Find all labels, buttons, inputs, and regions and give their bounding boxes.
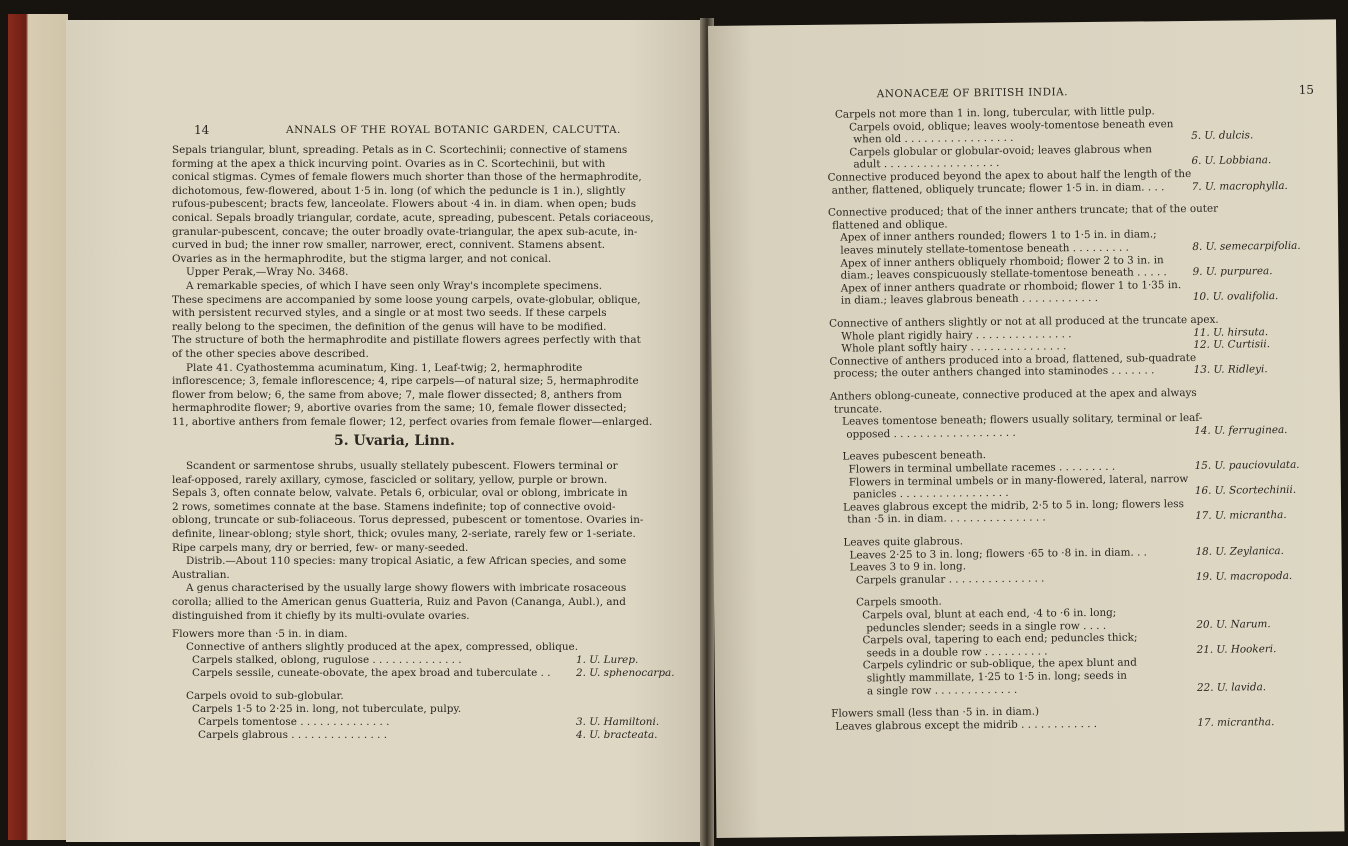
key-entry: Connective produced; that of the inner anthers truncate; that of the outer: [827, 202, 1219, 219]
text-line: Ovaries as in the hermaphrodite, but the stigma larger, and not conical.: [172, 252, 552, 265]
species-ref: 8. U. semecarpifolia.: [1192, 239, 1301, 253]
species-ref: 19. U. macropoda.: [1195, 569, 1293, 583]
key-entry: adult . . . . . . . . . . . . . . . . . .: [853, 157, 1000, 171]
key-entry: Carpels smooth.: [855, 595, 942, 609]
text-line: oblong, truncate or sub-foliaceous. Torus depressed, pubescent or tomentose. Ovaries in-: [172, 514, 644, 527]
running-head: ANNALS OF THE ROYAL BOTANIC GARDEN, CALCUTTA.: [286, 124, 621, 136]
key-entry: slightly mammillate, 1·25 to 1·5 in. long; seeds in: [866, 669, 1128, 685]
species-ref: 17. U. micrantha.: [1195, 509, 1287, 523]
key-entry: Carpels ovoid, oblique; leaves wooly-tomentose beneath even: [849, 117, 1174, 134]
text-line: granular-pubescent, concave; the outer broadly ovate-triangular, the apex sub-acute, in-: [172, 225, 638, 238]
key-entry: leaves minutely stellate-tomentose beneath . . . . . . . . .: [840, 241, 1129, 257]
text-line: Sepals triangular, blunt, spreading. Petals as in C. Scortechinii; connective of stamens: [172, 144, 628, 156]
key-entry: Apex of inner anthers obliquely rhomboid; flower 2 to 3 in. in: [840, 253, 1164, 270]
species-ref: 16. U. Scortechinii.: [1194, 484, 1297, 498]
text-line: A remarkable species, of which I have seen only Wray's incomplete specimens.: [186, 280, 603, 292]
text-line: corolla; allied to the American genus Guatteria, Ruiz and Pavon (Cananga, Aubl.), and: [172, 596, 626, 608]
species-key: [827, 104, 1315, 733]
text-line: Distrib.—About 110 species: many tropical Asiatic, a few African species, and some: [186, 555, 627, 568]
key-entry: Connective of anthers slightly or not at all produced at the truncate apex.: [829, 313, 1219, 330]
book-edge: [8, 14, 68, 840]
text-line: Ripe carpels many, dry or berried, few- or many-seeded.: [172, 541, 469, 554]
species-ref: 18. U. Zeylanica.: [1195, 544, 1284, 558]
key-entry: Carpels granular . . . . . . . . . . . . . . .: [855, 572, 1045, 587]
key-entry: anther, flattened, obliquely truncate; flower 1·5 in. in diam. . . .: [831, 180, 1165, 197]
key-entry: Apex of inner anthers quadrate or rhomboid; flower 1 to 1·35 in.: [840, 278, 1182, 295]
text-line: distinguished from it chiefly by its multi-ovulate ovaries.: [172, 609, 470, 622]
key-entry: Leaves quite glabrous.: [843, 535, 964, 549]
text-line: really belong to the specimen, the definition of the genus will have to be modified.: [172, 320, 607, 333]
text-line: 2 rows, sometimes connate at the base. Stamens indefinite; top of connective ovoid-: [172, 500, 616, 513]
key-entry: Flowers small (less than ·5 in. in diam.): [831, 705, 1040, 720]
species-ref: 6. U. Lobbiana.: [1191, 154, 1272, 168]
key-entry: Leaves glabrous except the midrib . . . . . . . . . . . .: [835, 717, 1098, 733]
species-ref: 11. U. hirsuta.: [1193, 325, 1269, 339]
key-entry: panicles . . . . . . . . . . . . . . . . .: [852, 487, 1009, 501]
text-line: definite, linear-oblong; style short, thick; ovules many, 2-seriate, rarely few or 1-seriate.: [172, 528, 636, 540]
text-line: conical stigmas. Cymes of female flowers much shorter than those of the hermaphrodite,: [172, 171, 642, 184]
species-ref: 20. U. Narum.: [1196, 617, 1271, 631]
text-line: Scandent or sarmentose shrubs, usually stellately pubescent. Flowers terminal or: [186, 460, 618, 472]
species-ref: 7. U. macrophylla.: [1191, 179, 1288, 193]
key-entry: Apex of inner anthers rounded; flowers 1 to 1·5 in. in diam.;: [840, 228, 1157, 245]
key-entry: Carpels sessile, cuneate-obovate, the apex broad and tuberculate . .: [192, 667, 551, 679]
key-entry: Anthers oblong-cuneate, connective produced at the apex and always: [829, 386, 1197, 403]
species-ref: 4. U. bracteata.: [576, 729, 658, 741]
right-page: [708, 19, 1344, 838]
key-entry: Leaves tomentose beneath; flowers usually solitary, terminal or leaf-: [842, 412, 1203, 428]
key-entry: Carpels stalked, oblong, rugulose . . . . . . . . . . . . . .: [192, 654, 462, 666]
species-ref: 17. micrantha.: [1197, 715, 1275, 729]
key-entry: truncate.: [833, 402, 883, 416]
key-entry: Leaves glabrous except the midrib, 2·5 to 5 in. long; flowers less: [842, 497, 1184, 514]
key-entry: Leaves pubescent beneath.: [842, 449, 987, 464]
key-entry: opposed . . . . . . . . . . . . . . . . . . .: [846, 426, 1016, 441]
species-ref: 5. U. dulcis.: [1191, 129, 1254, 143]
key-entry: Leaves 3 to 9 in. long.: [849, 560, 967, 574]
key-entry: Flowers in terminal umbellate racemes . . . . . . . . .: [848, 460, 1116, 476]
text-line: flower from below; 6, the same from above; 7, male flower dissected; 8, anthers from: [172, 388, 622, 401]
text-line: Australian.: [172, 568, 230, 581]
key-entry: Carpels cylindric or sub-oblique, the apex blunt and: [862, 656, 1137, 672]
key-entry: than ·5 in. in diam. . . . . . . . . . . . . . . .: [847, 511, 1046, 526]
key-entry: flattened and oblique.: [832, 218, 948, 232]
genus-heading: 5. Uvaria, Linn.: [334, 433, 455, 449]
key-entry: Carpels not more than 1 in. long, tubercular, with little pulp.: [834, 105, 1155, 121]
key-entry: seeds in a double row . . . . . . . . . .: [866, 645, 1048, 660]
key-entry: Carpels globular or globular-ovoid; leaves glabrous when: [849, 143, 1152, 159]
key-entry: Carpels oval, tapering to each end; peduncles thick;: [862, 631, 1138, 647]
key-entry: Flowers more than ·5 in. in diam.: [172, 628, 348, 640]
species-ref: 3. U. Hamiltoni.: [576, 716, 660, 728]
key-entry: Leaves 2·25 to 3 in. long; flowers ·65 to ·8 in. in diam. . .: [849, 546, 1148, 562]
key-entry: process; the outer anthers changed into staminodes . . . . . . .: [833, 364, 1155, 381]
page-number: 14: [194, 123, 210, 137]
key-entry: Connective produced beyond the apex to about half the length of the: [827, 167, 1192, 184]
text-line: A genus characterised by the usually large showy flowers with imbricate rosaceous: [186, 582, 627, 595]
text-line: of the other species above described.: [172, 348, 369, 360]
key-entry: Carpels oval, blunt at each end, ·4 to ·6 in. long;: [862, 606, 1117, 622]
key-entry: in diam.; leaves glabrous beneath . . . . . . . . . . . .: [840, 292, 1099, 308]
key-entry: a single row . . . . . . . . . . . . .: [866, 683, 1018, 697]
species-ref: 14. U. ferruginea.: [1194, 423, 1288, 437]
key-entry: when old . . . . . . . . . . . . . . . . .: [853, 131, 1014, 146]
text-line: Sepals 3, often connate below, valvate. Petals 6, orbicular, oval or oblong, imbricate in: [172, 487, 628, 500]
running-head: ANONACEÆ OF BRITISH INDIA.: [876, 86, 1069, 101]
text-line: with persistent recurved styles, and a single or at most two seeds. If these carpels: [172, 307, 607, 320]
key-entry: Connective of anthers produced into a broad, flattened, sub-quadrate: [829, 351, 1197, 368]
key-entry: Whole plant rigidly hairy . . . . . . . . . . . . . . .: [841, 327, 1072, 343]
key-entry: Whole plant softly hairy . . . . . . . . . . . . . . .: [841, 340, 1067, 355]
left-page: [66, 20, 706, 842]
text-line: curved in bud; the inner row smaller, narrower, erect, connivent. Stamens absent.: [172, 239, 606, 252]
species-ref: 21. U. Hookeri.: [1196, 642, 1277, 656]
text-line: Upper Perak,—Wray No. 3468.: [186, 266, 349, 279]
text-line: These specimens are accompanied by some loose young carpels, ovate-globular, oblique,: [172, 293, 641, 306]
species-ref: 9. U. purpurea.: [1192, 265, 1273, 279]
text-line: dichotomous, few-flowered, about 1·5 in. long (of which the peduncle is 1 in.), slightly: [172, 184, 626, 197]
species-ref: 2. U. sphenocarpa.: [576, 667, 675, 679]
text-line: inflorescence; 3, female inflorescence; 4, ripe carpels—of natural size; 5, hermaphrodite: [172, 375, 639, 388]
text-line: conical. Sepals broadly triangular, cordate, acute, spreading, pubescent. Petals coriaceous,: [172, 212, 654, 224]
species-ref: 13. U. Ridleyi.: [1193, 363, 1268, 377]
key-entry: Flowers in terminal umbels or in many-flowered, lateral, narrow: [848, 472, 1189, 489]
text-line: 11, abortive anthers from female flower; 12, perfect ovaries from female flower—enlarged.: [172, 416, 653, 428]
text-line: The structure of both the hermaphrodite and pistillate flowers agrees perfectly with that: [172, 334, 641, 347]
species-ref: 1. U. Lurep.: [576, 654, 639, 666]
key-entry: diam.; leaves conspicuously stellate-tomentose beneath . . . . .: [840, 266, 1167, 282]
text-line: rufous-pubescent; bracts few, lanceolate. Flowers about ·4 in. in diam. when open; buds: [172, 198, 637, 211]
key-entry: peduncles slender; seeds in a single row . . . .: [866, 619, 1107, 634]
page-number: 15: [1298, 82, 1315, 97]
text-line: hermaphrodite flower; 9, abortive ovaries from the same; 10, female flower dissected;: [172, 402, 627, 415]
species-ref: 15. U. pauciovulata.: [1194, 458, 1300, 472]
text-line: Plate 41. Cyathostemma acuminatum, King. 1, Leaf-twig; 2, hermaphrodite: [186, 361, 583, 374]
species-ref: 10. U. ovalifolia.: [1192, 290, 1279, 304]
key-entry: Carpels tomentose . . . . . . . . . . . . . .: [198, 716, 390, 728]
text-line: forming at the apex a thick incurving point. Ovaries as in C. Scortechinii, but with: [172, 157, 606, 170]
key-entry: Carpels glabrous . . . . . . . . . . . . . . .: [198, 729, 388, 741]
key-entry: Connective of anthers slightly produced at the apex, compressed, oblique.: [186, 641, 578, 653]
species-ref: 12. U. Curtisii.: [1193, 338, 1271, 352]
species-ref: 22. U. lavida.: [1196, 680, 1267, 694]
text-line: leaf-opposed, rarely axillary, cymose, fascicled or solitary, yellow, purple or brown.: [172, 473, 608, 486]
key-entry: Carpels 1·5 to 2·25 in. long, not tuberculate, pulpy.: [192, 703, 462, 715]
key-entry: Carpels ovoid to sub-globular.: [186, 690, 344, 702]
